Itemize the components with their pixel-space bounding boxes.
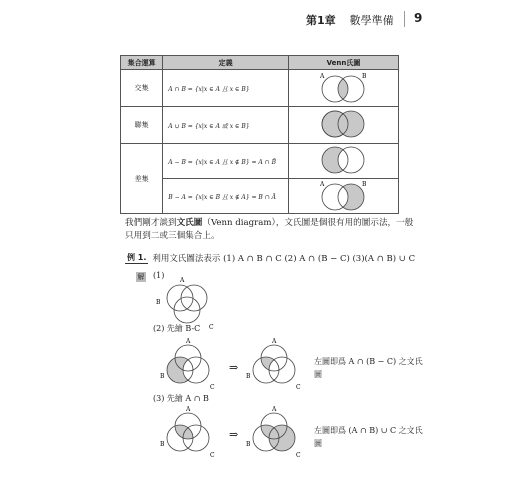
example-heading: [125, 252, 415, 264]
para-after: （Venn diagram），文氏圖是個很有用的圖示法，一般只用到二或三個集合上。: [125, 218, 414, 241]
table-header-op: 集合運算: [121, 56, 163, 70]
label-c: C: [296, 384, 301, 391]
label-a: A: [180, 277, 185, 284]
example-text: 利用文氏圖法表示 (1) A ∩ B ∩ C (2) A ∩ (B − C) (3)(A ∩ B) ∪ C: [152, 254, 416, 264]
note-step3: 左圖即爲 (A ∩ B) ∪ C 之文氏圖: [314, 426, 423, 448]
step3-label: (3) 先繪 A ∩ B: [153, 394, 209, 403]
example-badge: 例 1.: [127, 253, 147, 262]
label-a: A: [186, 338, 191, 345]
table-row: [121, 70, 399, 107]
label-b: B: [160, 373, 165, 380]
step2-label: (2) 先繪 B-C: [153, 324, 201, 333]
set-b-label: B: [362, 73, 367, 80]
venn-a-minus-b: [308, 144, 378, 176]
arrow-icon: ⇒: [229, 361, 239, 374]
header-divider: [404, 11, 405, 27]
label-c: C: [209, 324, 214, 331]
table-header-venn: Venn氏圖: [288, 56, 398, 70]
set-b-label: B: [362, 181, 367, 188]
page-header: [306, 12, 426, 28]
label-b: B: [160, 441, 165, 448]
chapter-label: 第1章: [306, 14, 336, 27]
label-b: B: [156, 299, 161, 306]
table-row: [121, 179, 399, 214]
venn-union: [308, 107, 378, 141]
venn-b-minus-c: [160, 336, 225, 392]
page-number: 9: [414, 11, 423, 25]
arrow-icon: ⇒: [229, 428, 239, 441]
venn-cell: [288, 144, 398, 179]
note-step2: 左圖即爲 A ∩ (B − C) 之文氏圖: [314, 357, 423, 379]
label-b: B: [246, 373, 251, 380]
label-a: A: [272, 338, 277, 345]
set-a-label: A: [320, 73, 325, 80]
op-definition: B − A = {x|x ∈ B 且 x ∉ A} = B ∩ Ā: [163, 179, 289, 214]
label-b: B: [246, 441, 251, 448]
venn-ab-union-c: [246, 404, 311, 460]
venn-intersection: [308, 70, 378, 104]
chapter-title: 數學準備: [349, 14, 394, 27]
venn-cell: [288, 70, 398, 107]
table-header-def: 定義: [163, 56, 289, 70]
op-name: 差集: [121, 144, 163, 214]
solution-badge: 解: [137, 273, 145, 281]
table-row: [121, 144, 399, 179]
set-a-label: A: [320, 181, 325, 188]
intro-paragraph: [125, 217, 415, 243]
label-c: C: [210, 452, 215, 459]
venn-a-and-b: [160, 404, 225, 460]
venn-cell: [288, 107, 398, 144]
para-before: 我們剛才談到: [125, 218, 177, 228]
op-definition: A − B = {x|x ∈ A 且 x ∉ B} = A ∩ B̄: [163, 144, 289, 179]
op-name: 聯集: [121, 107, 163, 144]
label-c: C: [296, 452, 301, 459]
label-c: C: [210, 384, 215, 391]
table-row: [121, 107, 399, 144]
venn-a-and-b-minus-c: [246, 336, 311, 392]
venn-cell: [288, 179, 398, 214]
op-definition: A ∩ B = {x|x ∈ A 且 x ∈ B}: [163, 70, 289, 107]
step1-label: (1): [153, 271, 165, 280]
label-a: A: [186, 406, 191, 413]
op-name: 交集: [121, 70, 163, 107]
set-operations-table: [120, 55, 399, 214]
para-bold: 文氏圖: [176, 218, 203, 228]
label-a: A: [272, 406, 277, 413]
op-definition: A ∪ B = {x|x ∈ A 或 x ∈ B}: [163, 107, 289, 144]
venn-b-minus-a: [308, 179, 378, 211]
